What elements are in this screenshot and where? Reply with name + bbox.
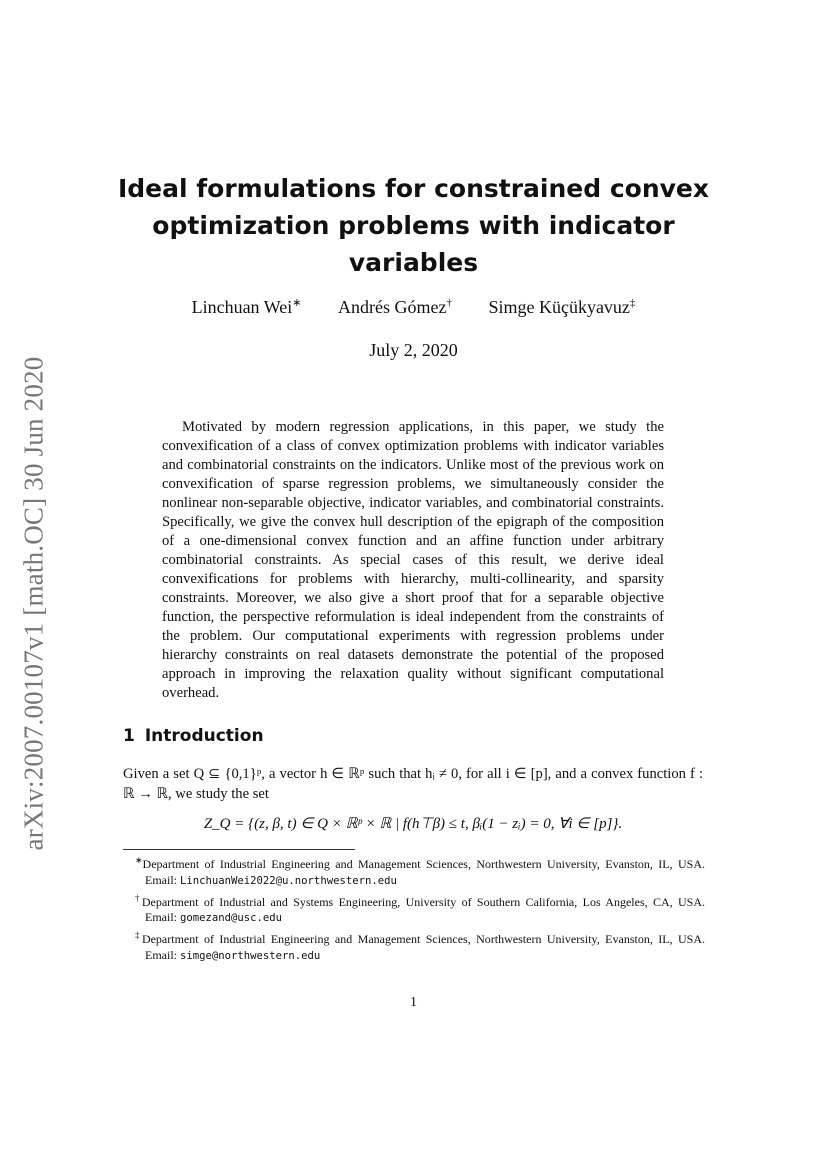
page-number: 1: [410, 995, 417, 1010]
set-definition-formula: Z_Q = {(z, β, t) ∈ Q × ℝᵖ × ℝ | f(h⊤β) ≤ t, βᵢ(1 − zᵢ) = 0, ∀i ∈ [p]}.: [203, 816, 623, 832]
author-list: [0, 296, 827, 318]
section-heading: [123, 726, 264, 746]
email-link[interactable]: simge@northwestern.edu: [180, 949, 321, 962]
paper-title: Ideal formulations for constrained convex optimization problems with indicator variables: [117, 174, 710, 277]
author-footnote-mark: †: [446, 297, 452, 309]
email-link[interactable]: LinchuanWei2022@u.northwestern.edu: [180, 874, 397, 887]
intro-paragraph: Given a set Q ⊆ {0,1}ᵖ, a vector h ∈ ℝᵖ such that hᵢ ≠ 0, for all i ∈ [p], and a convex function f : ℝ → ℝ, we study the set: [123, 766, 703, 802]
arxiv-sidebar-stamp: [14, 348, 54, 858]
abstract: Motivated by modern regression applications, in this paper, we study the convexification of a class of convex optimization problems with indicator variables and combinatorial constraints on the indicators. Unlike most of the previous work on convexification of sparse regression problems, we simultaneously consider the nonlinear non-separable objective, indicator variables, and combinatorial constraints. Specifically, we give the convex hull description of the epigraph of the composition of a one-dimensional convex function and an affine function under arbitrary combinatorial constraints. As special cases of this result, we derive ideal convexifications for problems with hierarchy, multi-collinearity, and sparsity constraints. Moreover, we also give a short proof that for a separable objective function, the perspective reformulation is ideal independent from the constraints of the problem. Our computational experiments with regression problems under hierarchy constraints on real datasets demonstrate the potential of the proposed approach in improving the relaxation quality without significant computational overhead.: [162, 419, 664, 701]
author-wei: Linchuan Wei∗: [191, 297, 302, 317]
email-link[interactable]: gomezand@usc.edu: [180, 912, 283, 925]
arxiv-identifier: arXiv:2007.00107v1 [math.OC] 30 Jun 2020: [18, 356, 49, 850]
section-number: 1: [123, 726, 135, 746]
author-footnote-mark: ∗: [292, 297, 302, 309]
footnote-divider: [123, 849, 355, 850]
footnote-kucukyavuz: ‡Department of Industrial Engineering and Management Sciences, Northwestern University, Evanston, IL, USA. Email: simge@northwestern.edu: [135, 930, 706, 962]
paper-date: July 2, 2020: [369, 340, 458, 360]
footnote-gomez: †Department of Industrial and Systems Engineering, University of Southern California, Los Angeles, CA, USA. Email: gomezand@usc.edu: [135, 892, 705, 925]
section-title: Introduction: [144, 726, 264, 746]
footnote-wei: ∗Department of Industrial Engineering and Management Sciences, Northwestern University, Evanston, IL, USA. Email: LinchuanWei2022@u.northwestern.edu: [135, 855, 705, 887]
footnotes: [123, 853, 705, 966]
author-footnote-mark: ‡: [629, 297, 636, 309]
author-gomez: Andrés Gómez†: [337, 297, 452, 317]
author-kucukyavuz: Simge Küçükyavuz‡: [488, 297, 636, 317]
